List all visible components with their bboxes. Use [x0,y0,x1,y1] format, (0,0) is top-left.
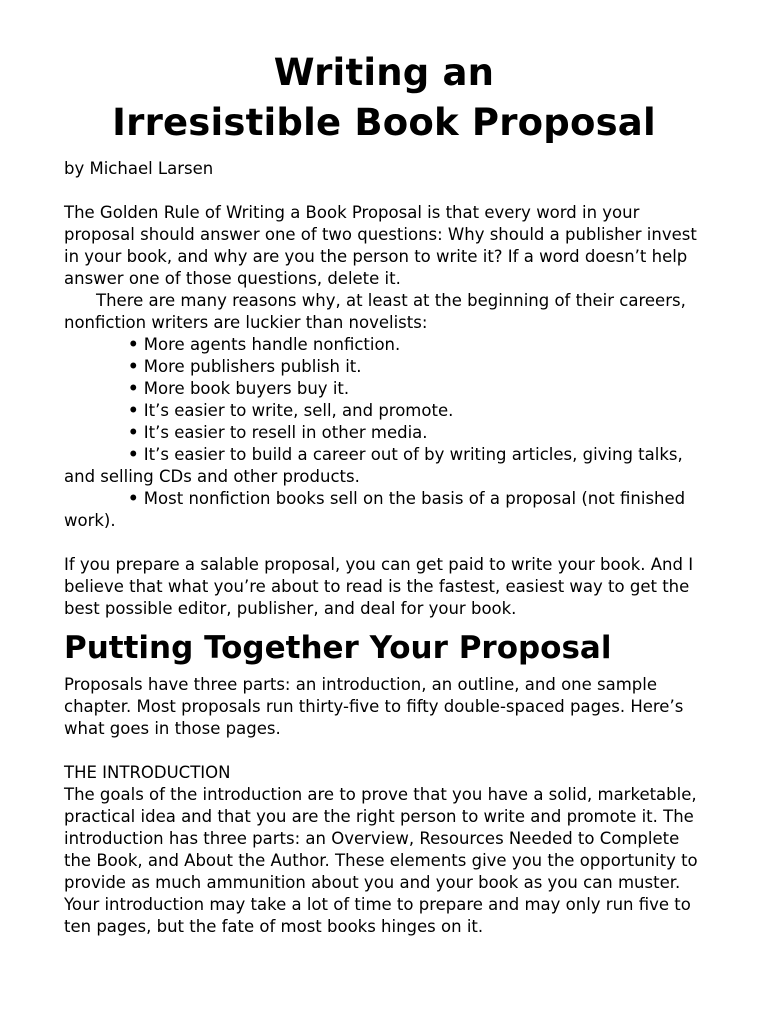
reasons-list [64,334,704,532]
bullet-icon: • [128,379,139,398]
subsection-heading: THE INTRODUCTION [64,763,231,782]
bullet-icon: • [128,423,139,442]
title-line-1: Writing an [273,51,495,94]
salable-paragraph: If you prepare a salable proposal, you can get paid to write your book. And I believe that what you’re about to read is the fastest, easiest way to get the best possible editor, publisher, and deal for your book. [64,555,694,618]
title-line-2: Irresistible Book Proposal [112,101,656,144]
list-item: • More publishers publish it. [128,357,362,376]
list-item: • It’s easier to build a career out of by writing articles, giving talks, and selling CDs and other products. [64,445,683,486]
list-item: • It’s easier to resell in other media. [128,423,428,442]
list-item: • Most nonfiction books sell on the basis of a proposal (not finished work). [64,489,686,530]
introduction-paragraph: The goals of the introduction are to prove that you have a solid, marketable, practical idea and that you are the right person to write and promote it. The introduction has three parts: an Overview, Resources Needed to Complete the Book, and About the Author. These elements give you the opportunity to provide as much ammunition about you and your book as you can muster. Your introduction may take a lot of time to prepare and may only run five to ten pages, but the fate of most books hinges on it. [64,785,698,936]
list-item: • More book buyers buy it. [128,379,350,398]
parts-paragraph: Proposals have three parts: an introduction, an outline, and one sample chapter. Most proposals run thirty-five to fifty double-spaced pages. Here’s what goes in those pages. [64,675,684,738]
bullet-icon: • [128,335,139,354]
reasons-paragraph: There are many reasons why, at least at the beginning of their careers, nonfiction writers are luckier than novelists: [64,291,686,332]
bullet-icon: • [128,489,139,508]
section-heading: Putting Together Your Proposal [64,630,612,666]
byline: by Michael Larsen [64,159,214,178]
list-item: • More agents handle nonfiction. [128,335,401,354]
intro-paragraph: The Golden Rule of Writing a Book Proposal is that every word in your proposal should answer one of two questions: Why should a publisher invest in your book, and why are you the person to write it? If a word doesn’t help answer one of those questions, delete it. [64,203,697,288]
bullet-icon: • [128,401,139,420]
bullet-icon: • [128,445,139,464]
document-title [64,48,704,148]
bullet-icon: • [128,357,139,376]
list-item: • It’s easier to write, sell, and promote. [128,401,454,420]
